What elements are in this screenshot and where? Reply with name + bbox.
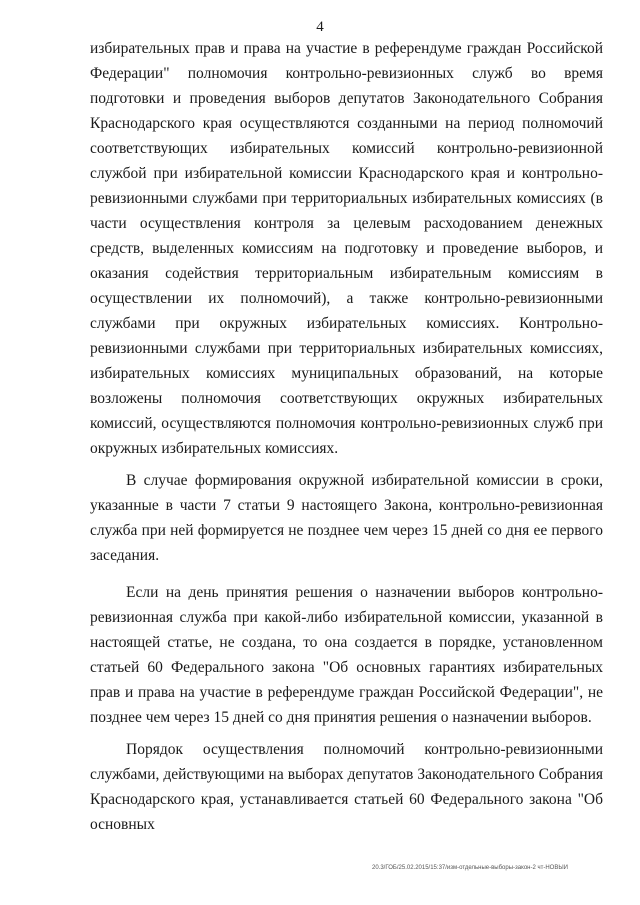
paragraph-procedure: Порядок осуществления полномочий контрольно-ревизионными службами, действующими на выборах депутатов Законодательного Собрания Краснодарского края, устанавливается статьей 60 Федерального закона "Об основных [90,741,603,833]
footer-file-code: 20.3/ГОБ/25.02.2015/15:37/изм-отдельные-выборы-закон-2 чт-НОВЫЙ [372,865,568,871]
paragraph-continuation: избирательных прав и права на участие в референдуме граждан Российской Федерации" полномочия контрольно-ревизионных служб во время подготовки и проведения выборов депутатов Законодательного Собрания Краснодарского края осуществляются созданными на период полномочий соответствующих избирательных комиссий контрольно-ревизионной службой при избирательной комиссии Краснодарского края и контрольно-ревизионными службами при территориальных избирательных комиссиях (в части осуществления контроля за целевым расходованием денежных средств, выделенных комиссиям на подготовку и проведение выборов, и оказания содействия территориальным избирательным комиссиям в осуществлении их полномочий), а также контрольно-ревизионными службами при окружных избирательных комиссиях. Контрольно-ревизионными службами при территориальных избирательных комиссиях, избирательных комиссиях муниципальных образований, на которые возложены полномочия соответствующих окружных избирательных комиссий, осуществляются полномочия контрольно-ревизионных служб при окружных избирательных комиссиях. [90,40,603,457]
paragraph-district-commission: В случае формирования окружной избирательной комиссии в сроки, указанные в части 7 статьи 9 настоящего Закона, контрольно-ревизионная служба при ней формируется не позднее чем через 15 дней со дня ее первого заседания. [90,472,603,564]
paragraph-service-creation: Если на день принятия решения о назначении выборов контрольно-ревизионная служба при какой-либо избирательной комиссии, указанной в настоящей статье, не создана, то она создается в порядке, установленном статьей 60 Федерального закона "Об основных гарантиях избирательных прав и права на участие в референдуме граждан Российской Федерации", не позднее чем через 15 дней со дня принятия решения о назначении выборов. [90,584,603,726]
document-body [90,36,603,837]
page-number: 4 [316,19,324,35]
